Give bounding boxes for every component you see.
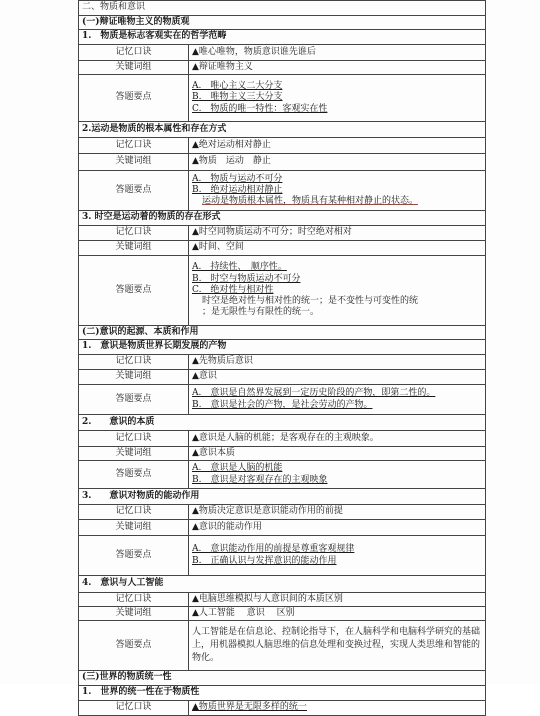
points-list [189, 171, 486, 211]
point-item: B. 唯物主义三大分支 [192, 92, 283, 103]
topic-title: 1. 物质是标志客观实在的哲学范畴 [79, 30, 486, 45]
point-item: A. 意识是自然界发展到一定历史阶段的产物，即第二性的。 [192, 388, 436, 399]
point-item: A. 持续性、 顺序性。 [192, 262, 287, 273]
points-label: 答题要点 [79, 536, 189, 576]
memo-label: 记忆口诀 [79, 138, 189, 154]
point-item: A. 物质与运动不可分 [192, 173, 283, 184]
memo-value: ▲电脑思维模拟与人意识间的本质区别 [189, 593, 486, 607]
point-item: C. 绝对性与相对性 [192, 284, 274, 295]
memo-label: 记忆口诀 [79, 45, 189, 61]
topic-title: 1. 意识是物质世界长期发展的产物 [79, 340, 486, 355]
memo-value: ▲时空同物质运动不可分；时空绝对相对 [189, 226, 486, 241]
keyword-value: ▲意识本质 [189, 447, 486, 461]
ai-description: 人工智能是在信息论、控制论指导下，在人脑科学和电脑科学研究的基础上，用机器模拟人脑思维的信息处理和变换过程，实现人类思维和智能的物化。 [189, 621, 486, 671]
memo-value: ▲绝对运动相对静止 [189, 138, 486, 154]
point-item: B. 意识是对客观存在的主观映象 [192, 474, 328, 485]
section-title: (三)世界的物质统一性 [79, 671, 486, 686]
keyword-label: 关键词组 [79, 154, 189, 171]
memo-label: 记忆口诀 [79, 226, 189, 241]
memo-label: 记忆口诀 [79, 355, 189, 370]
points-list [189, 256, 486, 326]
point-item: B. 正确认识与发挥意识的能动作用 [192, 555, 337, 566]
keyword-value: ▲时间、空间 [189, 241, 486, 256]
points-label: 答题要点 [79, 385, 189, 415]
memo-value: ▲物质决定意识是意识能动作用的前提 [189, 505, 486, 520]
topic-title: 2. 意识的本质 [79, 415, 486, 431]
section-title: (一)辩证唯物主义的物质观 [79, 16, 486, 30]
memo-label: 记忆口诀 [79, 431, 189, 447]
chapter-heading: 二、物质和意识 [79, 1, 486, 16]
point-item: B. 时空与物质运动不可分 [192, 273, 301, 284]
keyword-label: 关键词组 [79, 370, 189, 385]
points-label: 答题要点 [79, 171, 189, 211]
point-item: ；是无限性与有限性的统一。 [202, 307, 320, 318]
memo-label: 记忆口诀 [79, 701, 189, 716]
memo-value: ▲物质世界是无限多样的统一 [189, 701, 486, 716]
keyword-value: ▲意识 [189, 370, 486, 385]
memo-value: ▲先物质后意识 [189, 355, 486, 370]
memo-value: ▲唯心唯物，物质意识谁先谁后 [189, 45, 486, 61]
point-item: 运动是物质根本属性，物质具有某种相对静止的状态。 [202, 196, 419, 207]
points-list [189, 536, 486, 576]
point-item: A. 唯心主义二大分支 [192, 81, 283, 92]
topic-title: 1. 世界的统一性在于物质性 [79, 686, 486, 701]
keyword-label: 关键词组 [79, 447, 189, 461]
study-notes-table [78, 0, 486, 716]
point-item: C. 物质的唯一特性：客观实在性 [192, 103, 328, 114]
points-list [189, 461, 486, 489]
points-list [189, 385, 486, 415]
keyword-value: ▲物质 运动 静止 [189, 154, 486, 171]
keyword-label: 关键词组 [79, 520, 189, 536]
point-item: A. 意识是人脑的机能 [192, 463, 283, 474]
point-item: B. 绝对运动相对静止 [192, 184, 283, 195]
topic-title: 3. 时空是运动着的物质的存在形式 [79, 211, 486, 226]
memo-value: ▲意识是人脑的机能；是客观存在的主观映象。 [189, 431, 486, 447]
memo-label: 记忆口诀 [79, 593, 189, 607]
topic-title: 4. 意识与人工智能 [79, 576, 486, 593]
section-title: (二)意识的起源、本质和作用 [79, 326, 486, 340]
keyword-value: ▲意识的能动作用 [189, 520, 486, 536]
points-label: 答题要点 [79, 75, 189, 122]
point-item: 时空是绝对性与相对性的统一；是不变性与可变性的统 [202, 296, 419, 307]
topic-title: 3. 意识对物质的能动作用 [79, 489, 486, 505]
keyword-label: 关键词组 [79, 61, 189, 75]
points-label: 答题要点 [79, 621, 189, 671]
points-list [189, 75, 486, 122]
point-item: B. 意识是社会的产物，是社会劳动的产物。 [192, 399, 373, 410]
keyword-value: ▲辩证唯物主义 [189, 61, 486, 75]
topic-title: 2.运动是物质的根本属性和存在方式 [79, 122, 486, 138]
keyword-label: 关键词组 [79, 241, 189, 256]
memo-label: 记忆口诀 [79, 505, 189, 520]
points-label: 答题要点 [79, 461, 189, 489]
point-item: A. 意识能动作用的前提是尊重客观规律 [192, 544, 355, 555]
keyword-label: 关键词组 [79, 607, 189, 621]
keyword-value: ▲人工智能 意识 区别 [189, 607, 486, 621]
points-label: 答题要点 [79, 256, 189, 326]
